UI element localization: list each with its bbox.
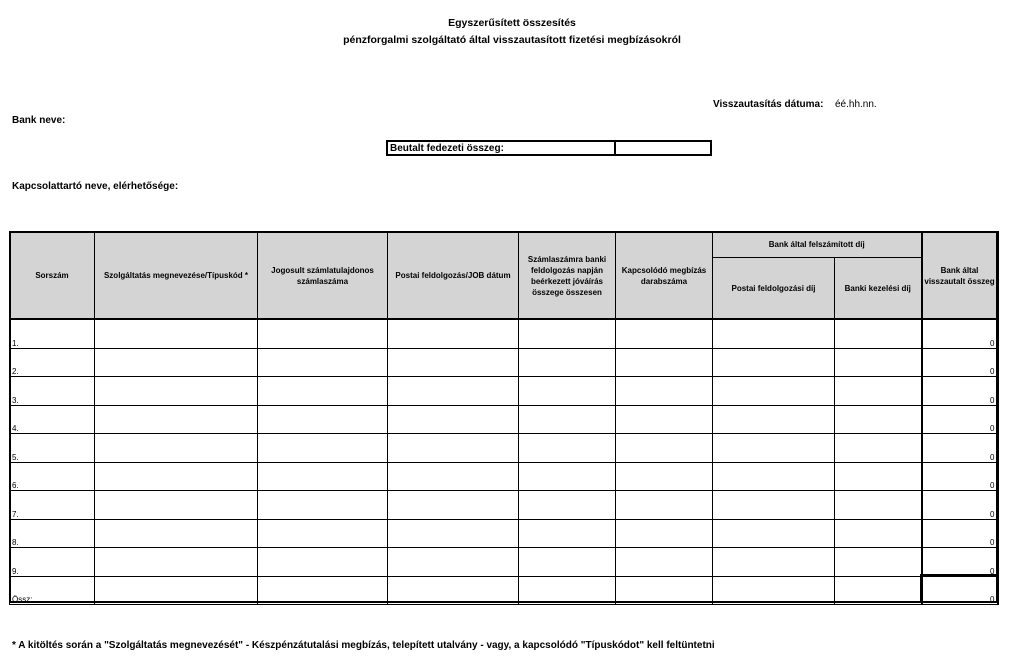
table-cell[interactable] [258,348,388,377]
table-cell[interactable] [95,405,258,434]
table-cell[interactable] [388,320,519,349]
table-row [10,320,998,349]
table-row [10,491,998,520]
footnote: * A kitöltés során a "Szolgáltatás megnevezését" - Készpénzátutalási megbízás, telepített utalvány - vagy, a kapcsolódó "Típuskódot" kell feltüntetni [12,640,715,651]
row-number: 2. [10,348,95,377]
table-cell[interactable] [616,519,713,548]
table-cell[interactable] [388,377,519,406]
table-cell[interactable] [519,491,616,520]
table-cell[interactable] [835,462,922,491]
table-cell[interactable] [519,320,616,349]
table-cell[interactable] [388,576,519,605]
table-row [10,548,998,577]
contact-label: Kapcsolattartó neve, elérhetősége: [12,181,179,192]
table-row [10,405,998,434]
col-header-service: Szolgáltatás megnevezése/Típuskód * [95,232,258,320]
table-cell[interactable] [835,377,922,406]
table-cell[interactable] [835,491,922,520]
col-header-returned: Bank által visszautalt összeg [922,232,998,320]
bank-name-label: Bank neve: [12,115,66,126]
row-number: 6. [10,462,95,491]
table-cell[interactable] [835,348,922,377]
table-cell[interactable] [616,462,713,491]
table-cell[interactable] [835,405,922,434]
col-header-postal-fee: Postai feldolgozási díj [713,258,835,320]
table-row [10,434,998,463]
coverage-label: Beutalt fedezeti összeg: [388,142,616,154]
document-subtitle: pénzforgalmi szolgáltató által visszautasított fizetési megbízásokról [343,34,681,46]
row-number: 5. [10,434,95,463]
table-cell[interactable] [95,320,258,349]
table-cell[interactable] [258,519,388,548]
table-cell[interactable] [519,519,616,548]
table-cell[interactable] [258,377,388,406]
row-number: 3. [10,377,95,406]
table-cell[interactable] [519,576,616,605]
table-cell[interactable] [519,348,616,377]
returned-amount-cell[interactable]: 0 [922,405,998,434]
table-cell[interactable] [95,434,258,463]
returned-amount-cell[interactable]: 0 [922,434,998,463]
table-cell[interactable] [713,348,835,377]
table-cell[interactable] [388,519,519,548]
row-number: 9. [10,548,95,577]
row-number: 8. [10,519,95,548]
table-cell[interactable] [388,491,519,520]
col-header-postal-date: Postai feldolgozás/JOB dátum [388,232,519,320]
returned-amount-cell[interactable]: 0 [922,519,998,548]
table-cell[interactable] [713,576,835,605]
table-cell[interactable] [519,462,616,491]
col-header-sorszam: Sorszám [10,232,95,320]
table-body [10,320,998,605]
table-cell[interactable] [713,377,835,406]
table-cell[interactable] [95,519,258,548]
total-label: Össz: [10,576,95,605]
returned-amount-cell[interactable]: 0 [922,462,998,491]
table-cell[interactable] [388,405,519,434]
col-header-account: Jogosult számlatulajdonos számlaszáma [258,232,388,320]
table-cell[interactable] [713,548,835,577]
table-cell[interactable] [258,434,388,463]
table-cell[interactable] [519,434,616,463]
table-cell[interactable] [835,434,922,463]
col-header-fee-group: Bank által felszámított díj [713,232,922,258]
table-cell[interactable] [713,491,835,520]
rejections-table [9,231,999,605]
table-cell[interactable] [835,519,922,548]
header-divider [9,318,998,320]
col-header-bank-fee: Banki kezelési díj [835,258,922,320]
coverage-box [386,140,712,156]
table-row [10,462,998,491]
rejection-date-label: Visszautasítás dátuma: [713,99,824,110]
row-number: 1. [10,320,95,349]
table-cell[interactable] [388,348,519,377]
total-returned-amount[interactable]: 0 [922,576,998,605]
table-cell[interactable] [258,320,388,349]
table-cell[interactable] [258,405,388,434]
table-cell[interactable] [835,320,922,349]
table-cell[interactable] [616,491,713,520]
table-cell[interactable] [95,576,258,605]
table-cell[interactable] [258,491,388,520]
table-cell[interactable] [519,405,616,434]
returned-amount-cell[interactable]: 0 [922,491,998,520]
table-cell[interactable] [258,548,388,577]
col-header-order-count: Kapcsolódó megbízás darabszáma [616,232,713,320]
table-cell[interactable] [616,405,713,434]
table-cell[interactable] [258,462,388,491]
returned-amount-cell[interactable]: 0 [922,548,998,577]
table-cell[interactable] [519,377,616,406]
table-cell[interactable] [713,320,835,349]
document-title: Egyszerűsített összesítés [448,17,576,29]
table-cell[interactable] [616,377,713,406]
table-cell[interactable] [616,348,713,377]
table-cell[interactable] [95,548,258,577]
table-cell[interactable] [95,377,258,406]
total-row [10,576,998,605]
table-cell[interactable] [388,434,519,463]
table-row [10,519,998,548]
table-cell[interactable] [835,576,922,605]
table-cell[interactable] [835,548,922,577]
row-number: 4. [10,405,95,434]
table-row [10,348,998,377]
table-cell[interactable] [713,462,835,491]
table-cell[interactable] [519,548,616,577]
table-cell[interactable] [616,576,713,605]
table-cell[interactable] [388,548,519,577]
table-cell[interactable] [258,576,388,605]
col-header-credit-sum: Számlaszámra banki feldolgozás napján beérkezett jóváírás összege összesen [519,232,616,320]
table-cell[interactable] [713,519,835,548]
table-cell[interactable] [616,320,713,349]
returned-amount-cell[interactable]: 0 [922,348,998,377]
table-cell[interactable] [616,434,713,463]
table-cell[interactable] [713,434,835,463]
returned-amount-cell[interactable]: 0 [922,377,998,406]
returned-amount-cell[interactable]: 0 [922,320,998,349]
coverage-value[interactable] [616,142,710,154]
table-cell[interactable] [388,462,519,491]
table-cell[interactable] [95,348,258,377]
table-cell[interactable] [616,548,713,577]
table-row [10,377,998,406]
table-cell[interactable] [95,462,258,491]
table-cell[interactable] [713,405,835,434]
table-cell[interactable] [95,491,258,520]
rejection-date-value[interactable]: éé.hh.nn. [835,99,877,110]
row-number: 7. [10,491,95,520]
